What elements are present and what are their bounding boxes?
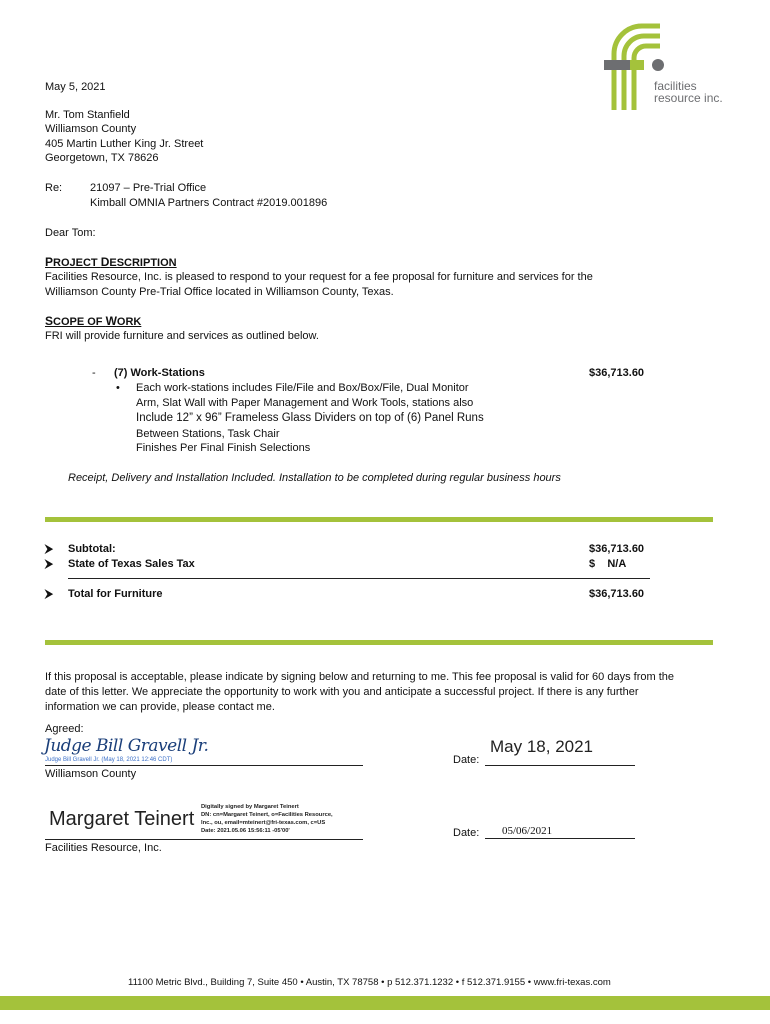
logo-text-line1: facilities — [654, 79, 697, 93]
client-signature-line — [45, 765, 363, 766]
agreed-label: Agreed: — [45, 723, 84, 735]
subtotal-value: $36,713.60 — [589, 543, 645, 555]
closing-line2: date of this letter. We appreciate the opportunity to work with you and anticipate a successful project. If there is any further — [45, 686, 639, 698]
fri-date-line — [485, 838, 635, 839]
footer-bar — [0, 996, 770, 1010]
client-signature-caption: Judge Bill Gravell Jr. (May 18, 2021 12:46 CDT) — [45, 757, 173, 763]
item-detail-line3: Include 12” x 96” Frameless Glass Dividers on top of (6) Panel Runs — [136, 412, 484, 424]
totals-rule — [68, 578, 650, 579]
fri-digital-signature-line1: Digitally signed by Margaret Teinert — [201, 804, 299, 810]
footer-address: 11100 Metric Blvd., Building 7, Suite 450 • Austin, TX 78758 • p 512.371.1232 • f 512.371.9155 • www.fri-texas.com — [128, 977, 611, 988]
fri-signature: Margaret Teinert — [49, 808, 195, 830]
fri-digital-signature-line2: DN: cn=Margaret Teinert, o=Facilities Resource, — [201, 812, 333, 818]
client-date-line — [485, 765, 635, 766]
company-logo — [600, 14, 740, 114]
item-price: $36,713.60 — [589, 367, 645, 379]
scope-of-work-heading: SCOPE OF WORK — [45, 314, 142, 328]
re-label: Re: — [45, 182, 63, 194]
installation-note: Receipt, Delivery and Installation Included. Installation to be completed during regular business hours — [68, 472, 561, 484]
tax-arrow: ⮞ — [45, 557, 53, 570]
salutation: Dear Tom: — [45, 227, 96, 239]
closing-line1: If this proposal is acceptable, please indicate by signing below and returning to me. This fee proposal is valid for 60 days from the — [45, 671, 674, 683]
re-line-contract: Kimball OMNIA Partners Contract #2019.001896 — [90, 197, 328, 209]
recipient-org: Williamson County — [45, 123, 137, 135]
fri-org: Facilities Resource, Inc. — [45, 842, 162, 854]
total-arrow: ⮞ — [45, 587, 53, 600]
scope-intro: FRI will provide furniture and services as outlined below. — [45, 330, 319, 342]
detail-bullet: • — [116, 382, 120, 394]
fri-date-value: 05/06/2021 — [502, 825, 553, 837]
logo-text-line2: resource inc. — [654, 91, 723, 105]
divider-bar-bottom — [45, 640, 713, 645]
fri-digital-signature-line3: Inc., ou, email=mteinert@fri-texas.com, c=US — [201, 820, 326, 826]
subtotal-label: Subtotal: — [68, 543, 116, 555]
recipient-name: Mr. Tom Stanfield — [45, 109, 130, 121]
fri-signature-line — [45, 839, 363, 840]
recipient-street: 405 Martin Luther King Jr. Street — [45, 138, 204, 150]
recipient-city: Georgetown, TX 78626 — [45, 152, 159, 164]
client-date-label: Date: — [453, 754, 480, 766]
tax-label: State of Texas Sales Tax — [68, 558, 195, 570]
divider-bar-top — [45, 517, 713, 522]
item-detail-line4: Between Stations, Task Chair — [136, 428, 280, 440]
project-description-line2: Williamson County Pre-Trial Office located in Williamson County, Texas. — [45, 286, 394, 298]
item-detail-line1: Each work-stations includes File/File and Box/Box/File, Dual Monitor — [136, 382, 469, 394]
client-org: Williamson County — [45, 768, 137, 780]
total-label: Total for Furniture — [68, 588, 163, 600]
letter-date: May 5, 2021 — [45, 81, 106, 93]
item-detail-line2: Arm, Slat Wall with Paper Management and Work Tools, stations also — [136, 397, 474, 409]
project-description-heading: PROJECT DESCRIPTION — [45, 255, 177, 269]
item-title: (7) Work-Stations — [114, 367, 205, 379]
tax-value: $ N/A — [589, 558, 627, 570]
fri-digital-signature-line4: Date: 2021.05.06 15:56:11 -05'00' — [201, 828, 290, 834]
item-detail-line5: Finishes Per Final Finish Selections — [136, 442, 311, 454]
re-line-project: 21097 – Pre-Trial Office — [90, 182, 207, 194]
project-description-line1: Facilities Resource, Inc. is pleased to respond to your request for a fee proposal for furniture and services for the — [45, 271, 593, 283]
fri-date-label: Date: — [453, 827, 480, 839]
closing-line3: information we can provide, please contact me. — [45, 701, 275, 713]
total-value: $36,713.60 — [589, 588, 645, 600]
item-dash: - — [92, 367, 96, 379]
client-date-value: May 18, 2021 — [490, 737, 594, 756]
subtotal-arrow: ⮞ — [45, 542, 53, 555]
client-signature: Judge Bill Gravell Jr. — [44, 736, 209, 756]
